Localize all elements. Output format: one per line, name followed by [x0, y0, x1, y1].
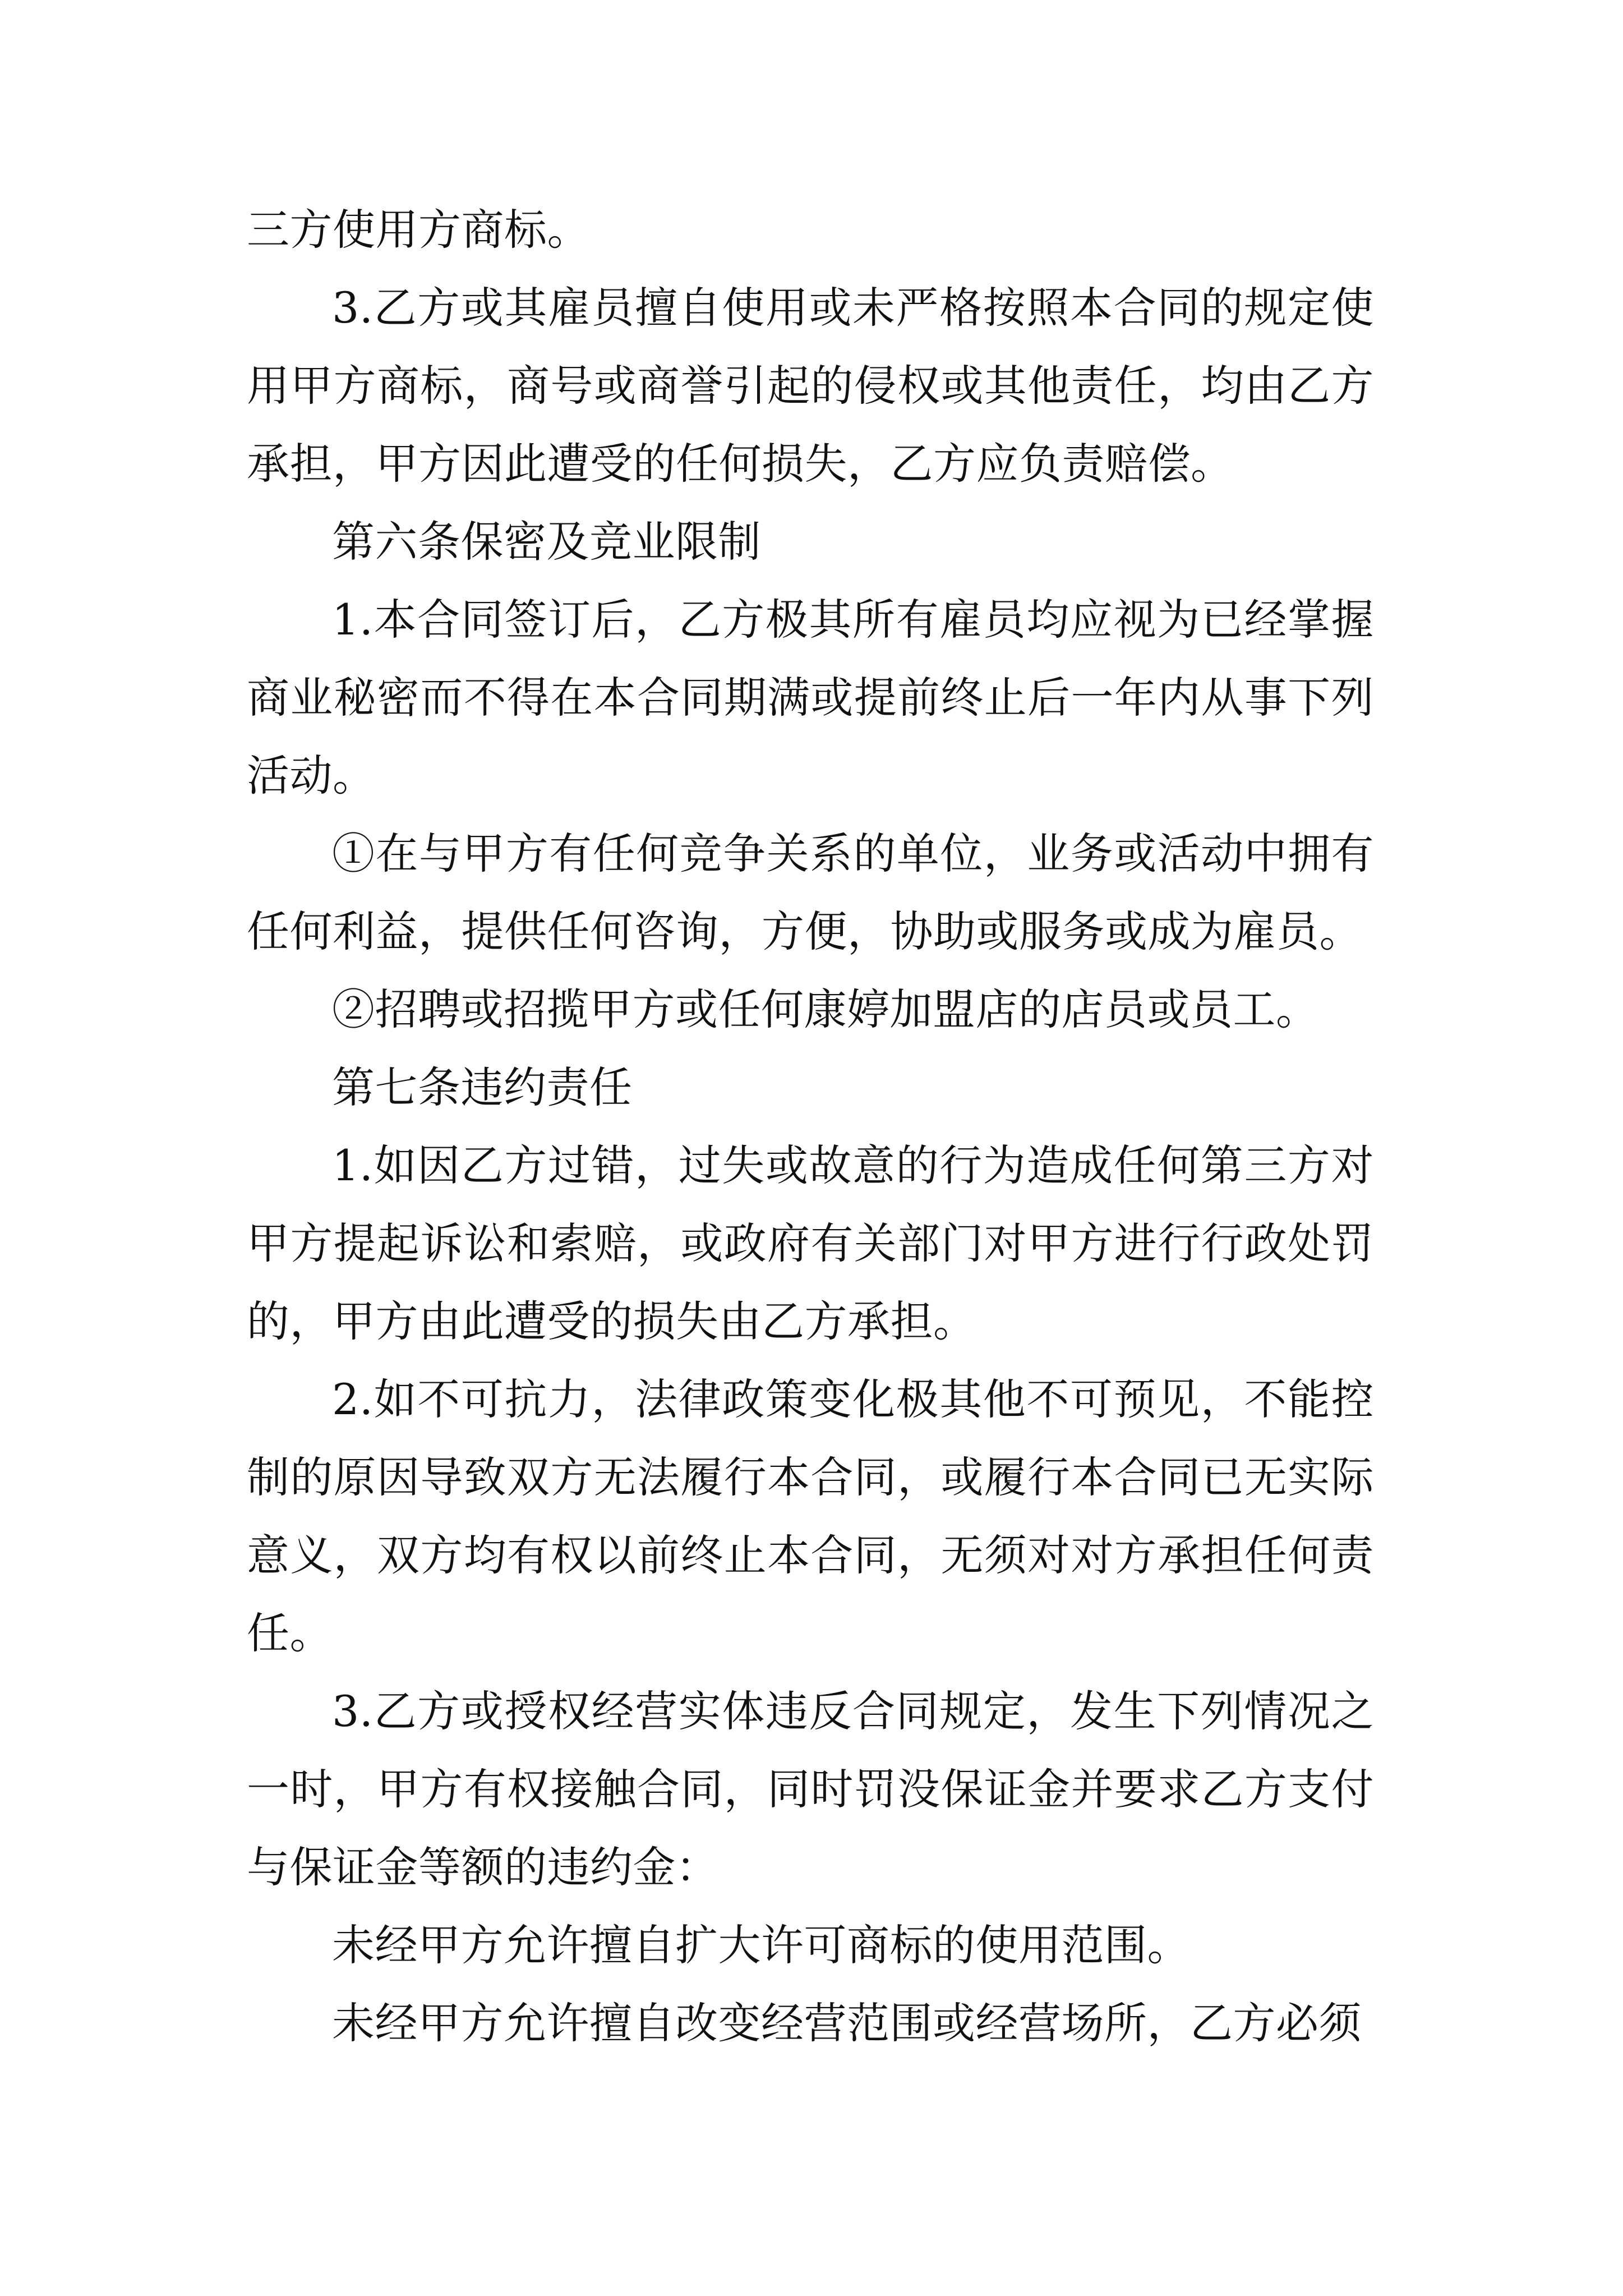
- paragraph-clause-7-2: 2.如不可抗力，法律政策变化极其他不可预见，不能控制的原因导致双方无法履行本合同，或履行本合同已无实际意义，双方均有权以前终止本合同，无须对对方承担任何责任。: [247, 1374, 1374, 1658]
- paragraph-condition-1: 未经甲方允许擅自扩大许可商标的使用范围。: [332, 1920, 1190, 1970]
- paragraph-clause-7-1: 1.如因乙方过错，过失或故意的行为造成任何第三方对甲方提起诉讼和索赔，或政府有关部门对甲方进行行政处罚的，甲方由此遭受的损失由乙方承担。: [247, 1140, 1374, 1346]
- paragraph-item-2: ②招聘或招揽甲方或任何康婷加盟店的店员或员工。: [332, 984, 1319, 1034]
- document-body: [247, 191, 1374, 2062]
- paragraph-item-1: ①在与甲方有任何竞争关系的单位，业务或活动中拥有任何利益，提供任何咨询，方便，协助或服务或成为雇员。: [247, 829, 1374, 956]
- paragraph-continuation: 三方使用方商标。: [247, 205, 590, 255]
- section-heading-article-7: 第七条违约责任: [332, 1062, 633, 1112]
- paragraph-clause-7-3: 3.乙方或授权经营实体违反合同规定，发生下列情况之一时，甲方有权接触合同，同时罚没保证金并要求乙方支付与保证金等额的违约金：: [247, 1686, 1374, 1892]
- section-heading-article-6: 第六条保密及竞业限制: [332, 517, 761, 567]
- paragraph-clause-5-3: 3.乙方或其雇员擅自使用或未严格按照本合同的规定使用甲方商标，商号或商誉引起的侵权或其他责任，均由乙方承担，甲方因此遭受的任何损失，乙方应负责赔偿。: [247, 283, 1374, 489]
- paragraph-clause-6-1: 1.本合同签订后，乙方极其所有雇员均应视为已经掌握商业秘密而不得在本合同期满或提前终止后一年内从事下列活动。: [247, 595, 1374, 800]
- paragraph-condition-2: 未经甲方允许擅自改变经营范围或经营场所，乙方必须: [332, 1998, 1362, 2048]
